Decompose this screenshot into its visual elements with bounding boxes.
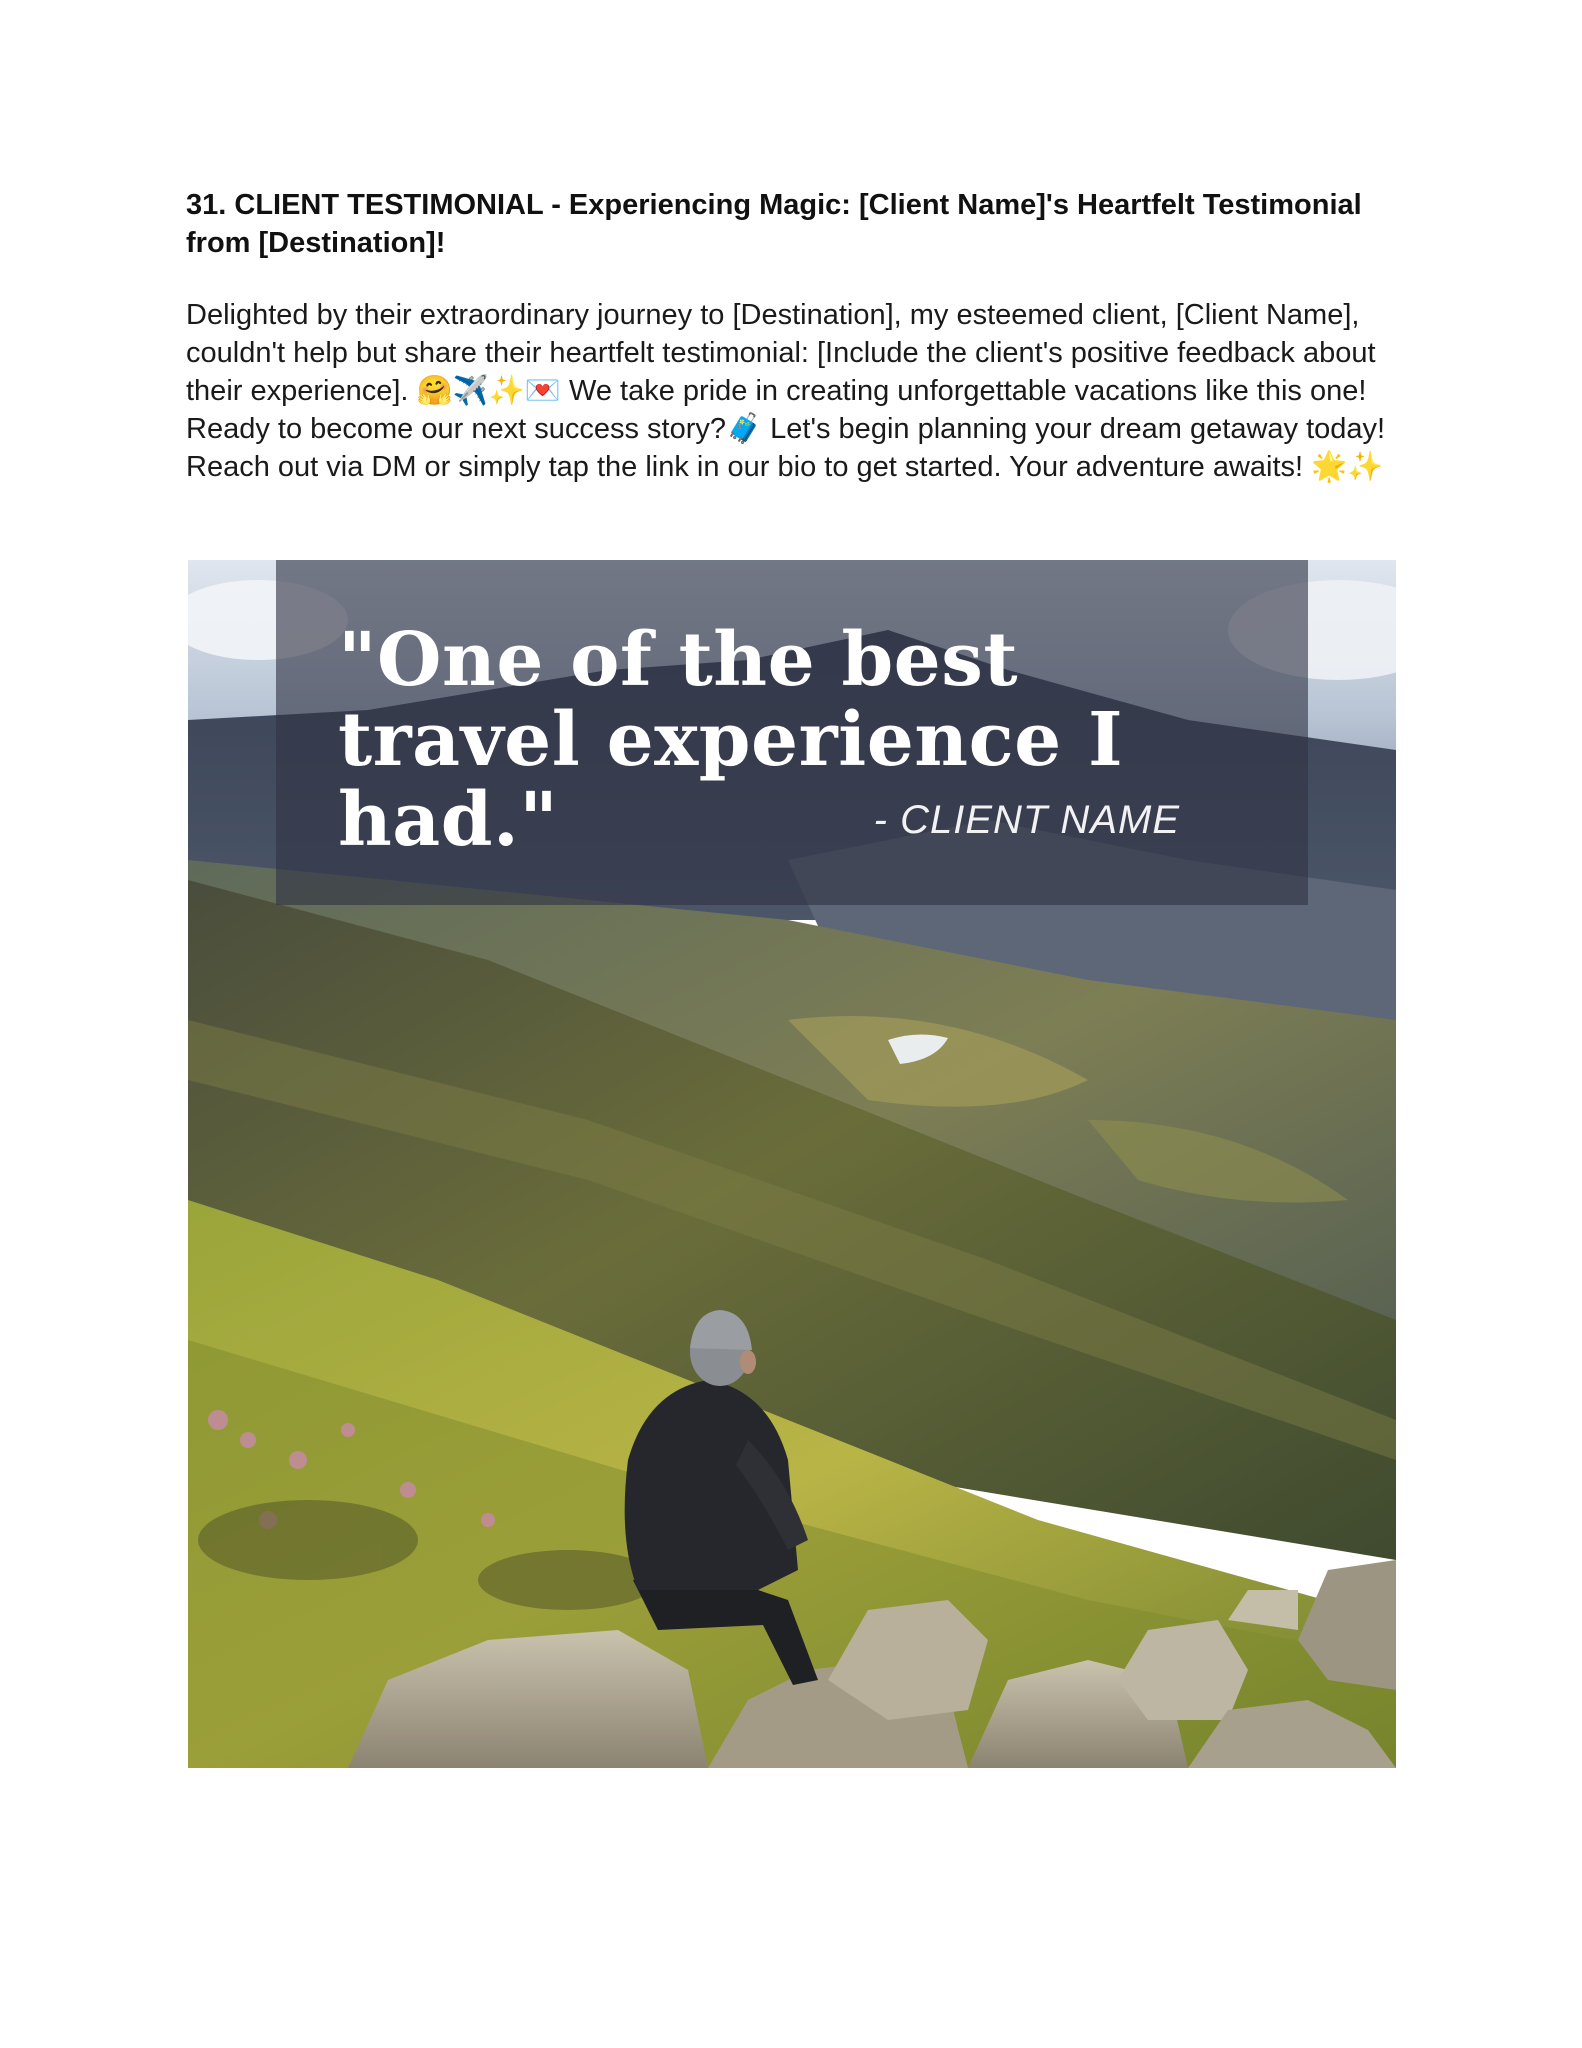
testimonial-quote: "One of the best travel experience I had." [338, 617, 1124, 863]
quote-overlay-panel [276, 560, 1308, 905]
testimonial-author: - CLIENT NAME [873, 798, 1180, 842]
testimonial-image [188, 560, 1396, 1768]
post-body-text: Delighted by their extraordinary journey to [Destination], my esteemed client, [Client Name], couldn't help but share their heartfelt testimonial: [Include the client's positive feedback about their experience]. 🤗✈️✨💌 We take pride in creating unforgettable vacations like this one! Ready to become our next success story?🧳 Let's begin planning your dream getaway today! Reach out via DM or simply tap the link in our bio to get started. Your adventure awaits! 🌟✨ [186, 299, 1386, 483]
post-heading: 31. CLIENT TESTIMONIAL - Experiencing Magic: [Client Name]'s Heartfelt Testimonial from [Destination]! [186, 189, 1362, 259]
